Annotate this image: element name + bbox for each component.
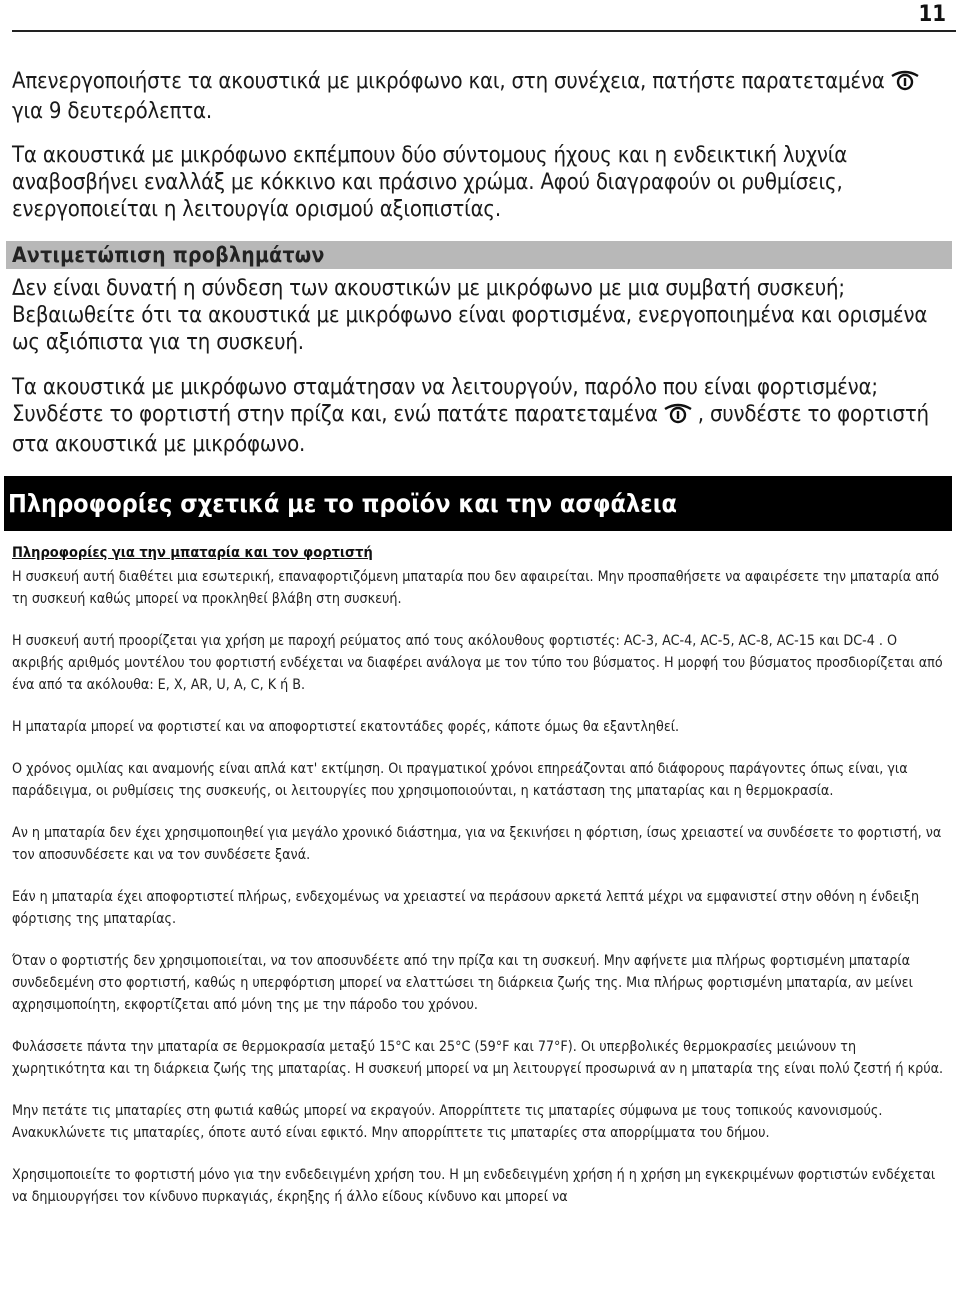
battery-paragraph-10: Χρησιμοποιείτε το φορτιστή μόνο για την ενδεδειγμένη χρήση του. Η μη ενδεδειγμένη χρήση ή η χρήση μη εγκεκριμένων φορτιστών ενδέχεται να δημιουργήσει τον κίνδυνο πυρκαγιάς, έκρηξης ή άλλο είδους κίνδυνο και μπορεί να [12, 1167, 936, 1205]
battery-paragraph-3: Η μπαταρία μπορεί να φορτιστεί και να αποφορτιστεί εκατοντάδες φορές, κάποτε όμως θα εξαντληθεί. [12, 719, 680, 735]
intro-text-after-icon: για 9 δευτερόλεπτα. [12, 99, 212, 124]
power-key-icon [889, 69, 921, 98]
product-info-heading: Πληροφορίες σχετικά με το προϊόν και την ασφάλεια [4, 476, 952, 531]
battery-paragraph-8: Φυλάσσετε πάντα την μπαταρία σε θερμοκρασία μεταξύ 15°C και 25°C (59°F και 77°F). Οι υπερβολικές θερμοκρασίες μειώνουν τη χωρητικότητα και τη διάρκεια ζωής της μπαταρίας. Η συσκευή μπορεί να μη λειτουργεί προσωρινά αν η μπαταρία της είναι πολύ ζεστή ή κρύα. [12, 1039, 944, 1077]
battery-paragraph-5: Αν η μπαταρία δεν έχει χρησιμοποιηθεί για μεγάλο χρονικό διάστημα, για να ξεκινήσει η φόρτιση, ίσως χρειαστεί να συνδέσετε το φορτιστή, να τον αποσυνδέσετε και να τον συνδέσετε ξανά. [12, 825, 942, 863]
intro-text-before-icon: Απενεργοποιήστε τα ακουστικά με μικρόφωνο και, στη συνέχεια, πατήστε παρατεταμένα [12, 69, 885, 94]
troubleshooting-q2 [12, 374, 952, 458]
troubleshooting-q1: Δεν είναι δυνατή η σύνδεση των ακουστικών με μικρόφωνο με μια συμβατή συσκευή; Βεβαιωθείτε ότι τα ακουστικά με μικρόφωνο είναι φορτισμένα, ενεργοποιημένα και ορισμένα ως αξιόπιστα για τη συσκευή. [12, 276, 928, 355]
troubleshooting-heading: Αντιμετώπιση προβλημάτων [6, 241, 952, 269]
battery-paragraph-9: Μην πετάτε τις μπαταρίες στη φωτιά καθώς μπορεί να εκραγούν. Απορρίπτετε τις μπαταρίες σύμφωνα με τους τοπικούς κανονισμούς. Ανακυκλώνετε τις μπαταρίες, όποτε αυτό είναι εφικτό. Μην απορρίπτετε τις μπαταρίες στα απορρίμματα του δήμου. [12, 1103, 883, 1141]
battery-paragraph-2: Η συσκευή αυτή προορίζεται για χρήση με παροχή ρεύματος από τους ακόλουθους φορτιστές: AC-3, AC-4, AC-5, AC-8, AC-15 και DC-4 . Ο ακριβής αριθμός μοντέλου του φορτιστή ενδέχεται να διαφέρει ανάλογα με τον τύπο του βύσματος. Η μορφή του βύσματος προσδιορίζεται από ένα από τα ακόλουθα: E, X, AR, U, A, C, K ή B. [12, 633, 943, 693]
page-content [8, 68, 952, 1228]
intro-paragraph-1 [12, 68, 952, 125]
power-key-icon [662, 402, 694, 431]
troubleshooting-section [12, 275, 952, 458]
battery-paragraph-7: Όταν ο φορτιστής δεν χρησιμοποιείται, να τον αποσυνδέετε από την πρίζα και τη συσκευή. Μην αφήνετε μια πλήρως φορτισμένη μπαταρία συνδεδεμένη στο φορτιστή, καθώς η υπερφόρτιση μπορεί να ελαττώσει τη διάρκεια ζωής της. Μια πλήρως φορτισμένη μπαταρία, αν μείνει αχρησιμοποίητη, εκφορτίζεται από μόνη της με την πάροδο του χρόνου. [12, 953, 913, 1013]
q2-text-after-icon: , συνδέστε το φορτιστή στα ακουστικά με μικρόφωνο. [12, 402, 929, 457]
page-number: 11 [918, 2, 946, 27]
intro-section [12, 68, 952, 223]
battery-paragraph-6: Εάν η μπαταρία έχει αποφορτιστεί πλήρως, ενδεχομένως να χρειαστεί να περάσουν αρκετά λεπτά μέχρι να εμφανιστεί στην οθόνη η ένδειξη φόρτισης της μπαταρίας. [12, 889, 920, 927]
intro-paragraph-2: Τα ακουστικά με μικρόφωνο εκπέμπουν δύο σύντομους ήχους και η ενδεικτική λυχνία αναβοσβήνει εναλλάξ με κόκκινο και πράσινο χρώμα. Αφού διαγραφούν οι ρυθμίσεις, ενεργοποιείται η λειτουργία ορισμού αξιοπιστίας. [12, 143, 848, 222]
battery-paragraph-4: Ο χρόνος ομιλίας και αναμονής είναι απλά κατ' εκτίμηση. Οι πραγματικοί χρόνοι επηρεάζονται από διάφορους παράγοντες όπως είναι, για παράδειγμα, οι ρυθμίσεις της συσκευής, οι λειτουργίες που χρησιμοποιούνται, η κατάσταση της μπαταρίας και η θερμοκρασία. [12, 761, 908, 799]
q2-text-before-icon: Τα ακουστικά με μικρόφωνο σταμάτησαν να λειτουργούν, παρόλο που είναι φορτισμένα; Συνδέστε το φορτιστή στην πρίζα και, ενώ πατάτε παρατεταμένα [12, 375, 878, 427]
battery-info-section [12, 566, 952, 1208]
page-header [12, 0, 956, 32]
battery-paragraph-1: Η συσκευή αυτή διαθέτει μια εσωτερική, επαναφορτιζόμενη μπαταρία που δεν αφαιρείται. Μην προσπαθήσετε να αφαιρέσετε την μπαταρία από τη συσκευή καθώς μπορεί να προκληθεί βλάβη στη συσκευή. [12, 569, 940, 607]
battery-charger-subheading: Πληροφορίες για την μπαταρία και τον φορτιστή [12, 545, 373, 561]
